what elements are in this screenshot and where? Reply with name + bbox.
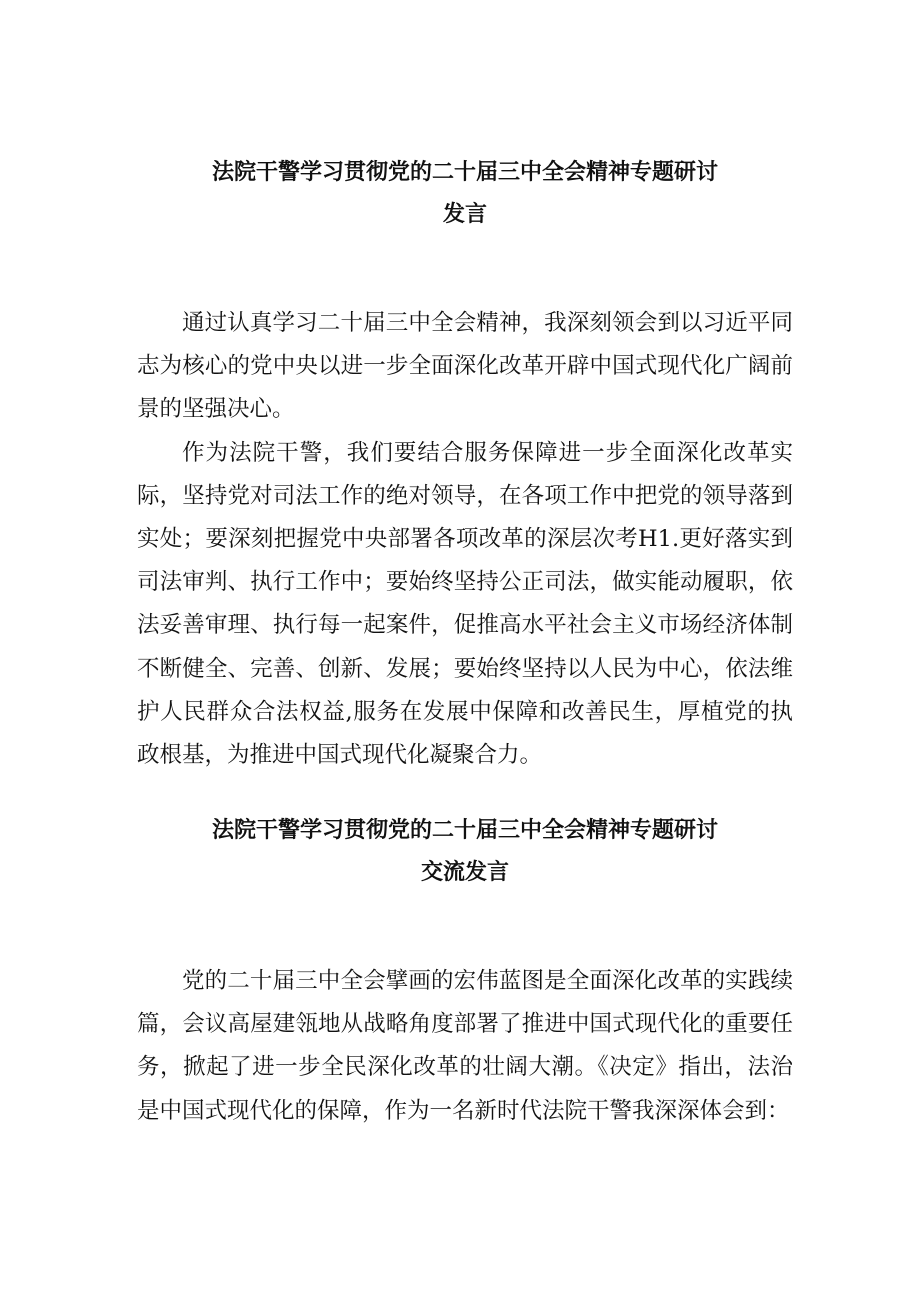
title-line-2: 交流发言 xyxy=(420,860,509,885)
title-line-1: 法院干警学习贯彻党的二十届三中全会精神专题研讨 xyxy=(211,818,718,843)
speech-section-2 xyxy=(137,810,793,1133)
section-title xyxy=(137,152,793,236)
title-line-1: 法院干警学习贯彻党的二十届三中全会精神专题研讨 xyxy=(211,160,718,185)
section-title xyxy=(137,810,793,894)
speech-section-1 xyxy=(137,152,793,777)
body-paragraph: 党的二十届三中全会擘画的宏伟蓝图是全面深化改革的实践续篇，会议高屋建瓴地从战略角度部署了推进中国式现代化的重要任务，掀起了进一步全民深化改革的壮阔大潮。《决定》指出，法治是中国式现代化的保障，作为一名新时代法院干警我深深体会到： xyxy=(137,968,793,1124)
body-paragraph: 通过认真学习二十届三中全会精神，我深刻领会到以习近平同志为核心的党中央以进一步全面深化改革开辟中国式现代化广阔前景的坚强决心。 xyxy=(137,310,793,423)
body-paragraph: 作为法院干警，我们要结合服务保障进一步全面深化改革实际，坚持党对司法工作的绝对领导，在各项工作中把党的领导落到实处；要深刻把握党中央部署各项改革的深层次考H1.更好落实到司法审判、执行工作中；要始终坚持公正司法，做实能动履职，依法妥善审理、执行每一起案件，促推高水平社会主义市场经济体制不断健全、完善、创新、发展；要始终坚持以人民为中心，依法维护人民群众合法权益,服务在发展中保障和改善民生，厚植党的执政根基，为推进中国式现代化凝聚合力。 xyxy=(137,439,793,769)
title-line-2: 发言 xyxy=(442,202,487,227)
